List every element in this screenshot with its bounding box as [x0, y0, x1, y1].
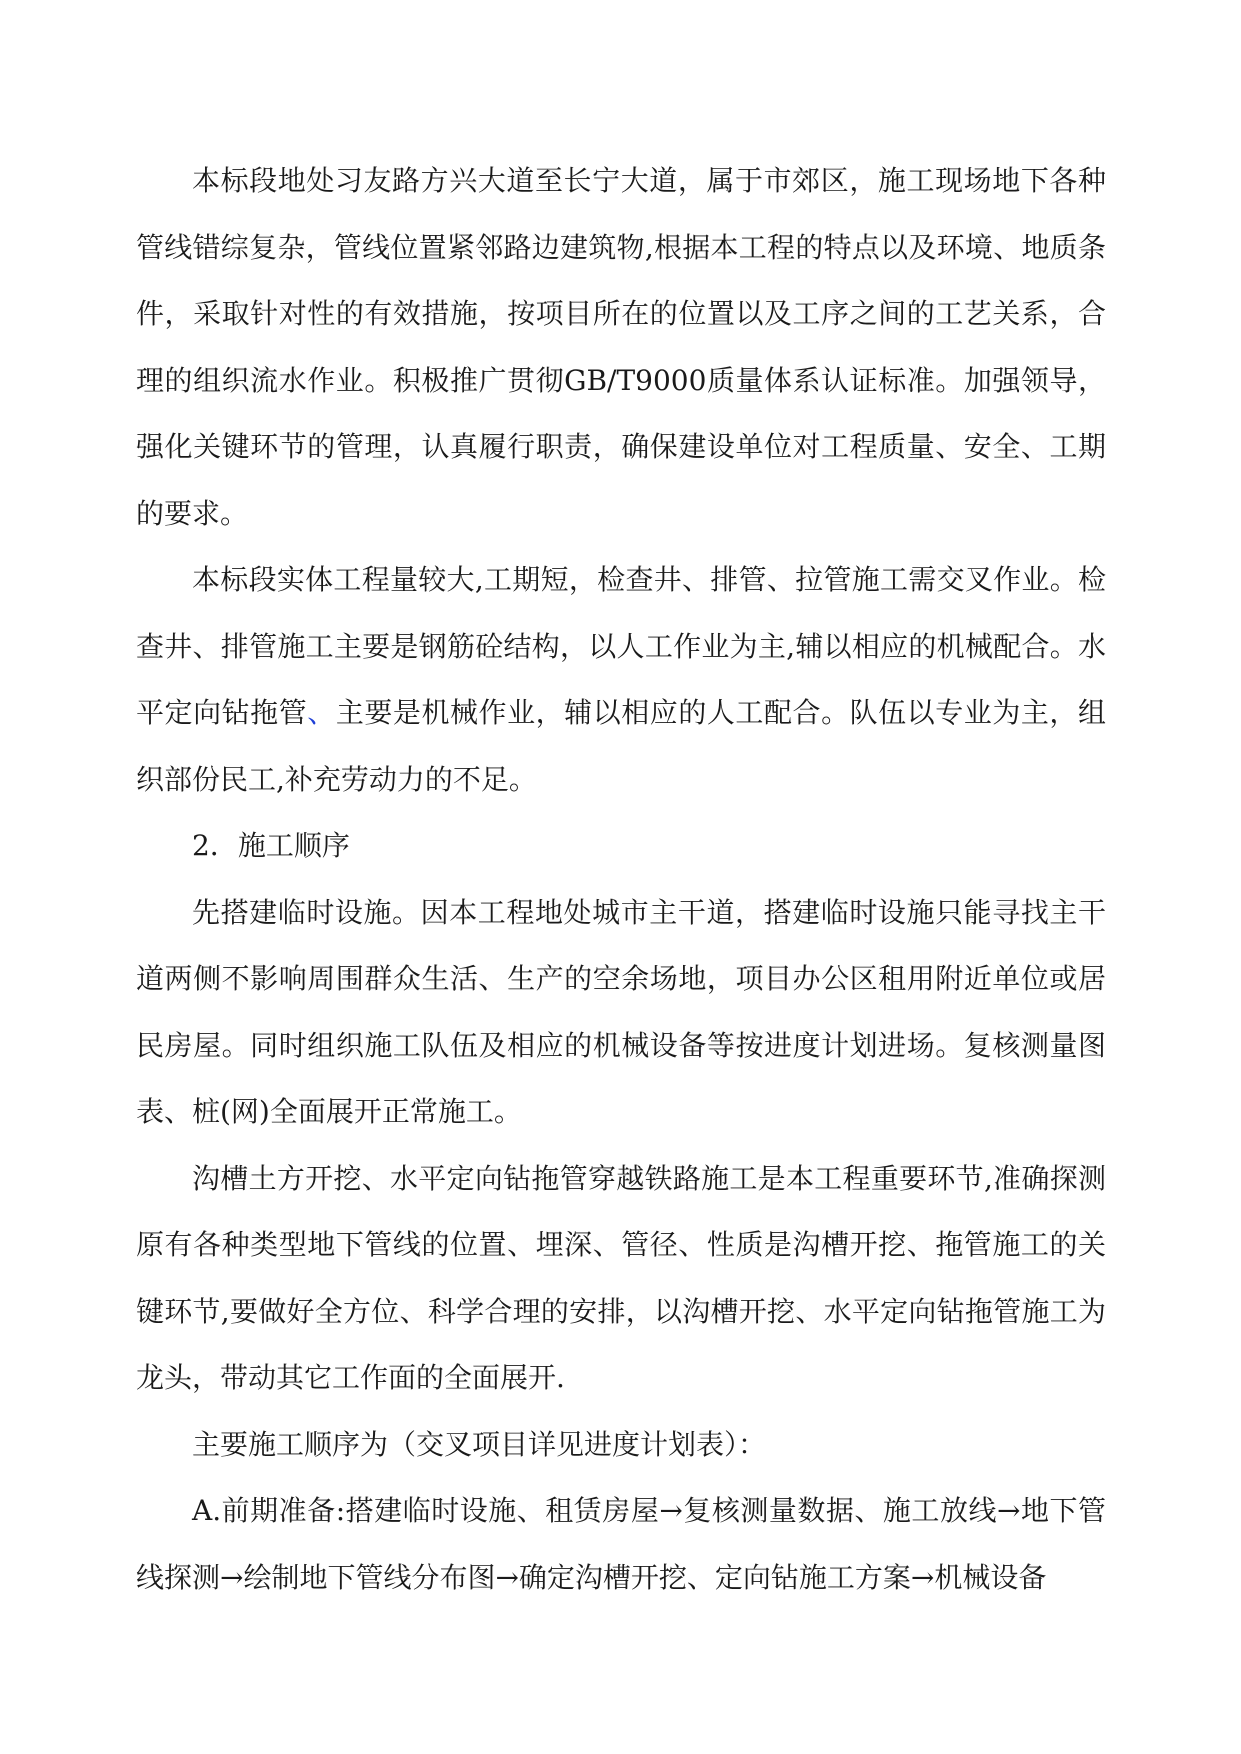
- paragraph-workload-part1: 本标段实体工程量较大,工期短，检查井、排管、拉管施工需交叉作业。检查井、排管施工主要是钢筋砼结构，以人工作业为主,辅以相应的机械配合。水平定向钻拖管: [136, 563, 1106, 729]
- paragraph-main-sequence-intro: 主要施工顺序为（交叉项目详见进度计划表）：: [192, 1427, 767, 1461]
- paragraph-workload: [136, 547, 1106, 813]
- document-body: [136, 148, 1106, 1611]
- section-heading-construction-sequence: 2．施工顺序: [192, 829, 350, 862]
- paragraph-project-overview: 本标段地处习友路方兴大道至长宁大道，属于市郊区，施工现场地下各种管线错综复杂，管线位置紧邻路边建筑物,根据本工程的特点以及环境、地质条件，采取针对性的有效措施，按项目所在的位置以及工序之间的工艺关系，合理的组织流水作业。积极推广贯彻GB/T9000质量体系认证标准。加强领导，强化关键环节的管理，认真履行职责，确保建设单位对工程质量、安全、工期的要求。: [136, 164, 1106, 530]
- paragraph-preparation-steps: A.前期准备:搭建临时设施、租赁房屋→复核测量数据、施工放线→地下管线探测→绘制地下管线分布图→确定沟槽开挖、定向钻施工方案→机械设备: [136, 1494, 1106, 1594]
- paragraph-workload-part2: 主要是机械作业，辅以相应的人工配合。队伍以专业为主，组织部份民工,补充劳动力的不足。: [136, 696, 1106, 796]
- paragraph-temporary-facilities: 先搭建临时设施。因本工程地处城市主干道，搭建临时设施只能寻找主干道两侧不影响周围群众生活、生产的空余场地，项目办公区租用附近单位或居民房屋。同时组织施工队伍及相应的机械设备等按进度计划进场。复核测量图表、桩(网)全面展开正常施工。: [136, 895, 1106, 1128]
- paragraph-workload-mark: 、: [307, 696, 336, 729]
- paragraph-trench-excavation: 沟槽土方开挖、水平定向钻拖管穿越铁路施工是本工程重要环节,准确探测原有各种类型地下管线的位置、埋深、管径、性质是沟槽开挖、拖管施工的关键环节,要做好全方位、科学合理的安排，以沟槽开挖、水平定向钻拖管施工为龙头，带动其它工作面的全面展开.: [136, 1161, 1106, 1394]
